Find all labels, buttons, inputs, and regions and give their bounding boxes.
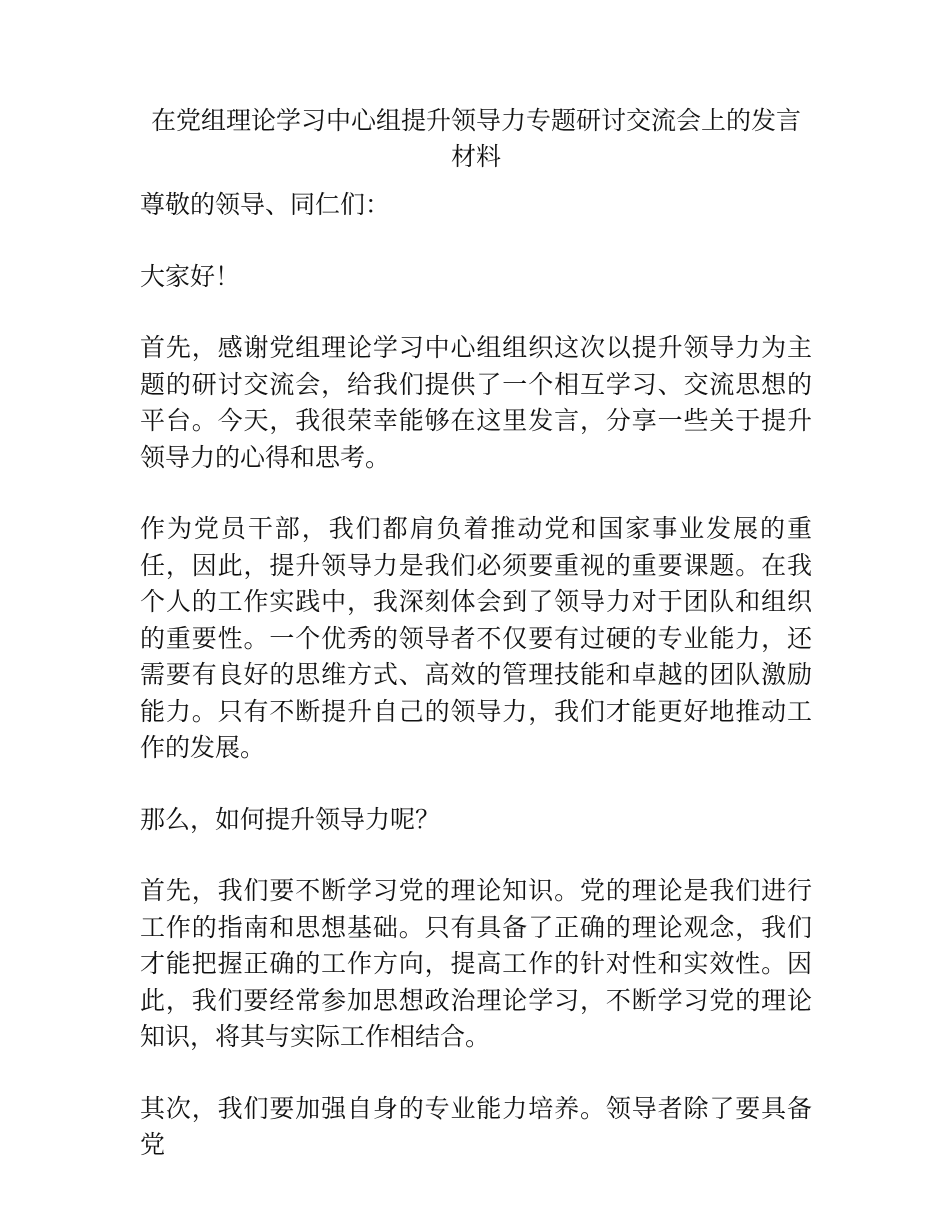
paragraph-hello: 大家好！ [140, 261, 241, 291]
document-page [140, 103, 812, 1199]
paragraph-greeting: 尊敬的领导、同仁们： [140, 190, 391, 219]
paragraph-question: 那么，如何提升领导力呢？ [140, 804, 441, 834]
paragraph-professional: 其次，我们要加强自身的专业能力培养。领导者除了要具备党 [140, 1093, 812, 1159]
paragraph-intro: 首先，感谢党组理论学习中心组组织这次以提升领导力为主题的研讨交流会，给我们提供了一个相互学习、交流思想的平台。今天，我很荣幸能够在这里发言，分享一些关于提升领导力的心得和思考。 [140, 333, 812, 472]
paragraph-importance: 作为党员干部，我们都肩负着推动党和国家事业发展的重任，因此，提升领导力是我们必须要重视的重要课题。在我个人的工作实践中，我深刻体会到了领导力对于团队和组织的重要性。一个优秀的领导者不仅要有过硬的专业能力，还需要有良好的思维方式、高效的管理技能和卓越的团队激励能力。只有不断提升自己的领导力，我们才能更好地推动工作的发展。 [140, 514, 812, 762]
document-title: 在党组理论学习中心组提升领导力专题研讨交流会上的发言材料 [150, 106, 801, 171]
paragraph-theory: 首先，我们要不断学习党的理论知识。党的理论是我们进行工作的指南和思想基础。只有具备了正确的理论观念，我们才能把握正确的工作方向，提高工作的针对性和实效性。因此，我们要经常参加思想政治理论学习，不断学习党的理论知识，将其与实际工作相结合。 [140, 876, 812, 1051]
